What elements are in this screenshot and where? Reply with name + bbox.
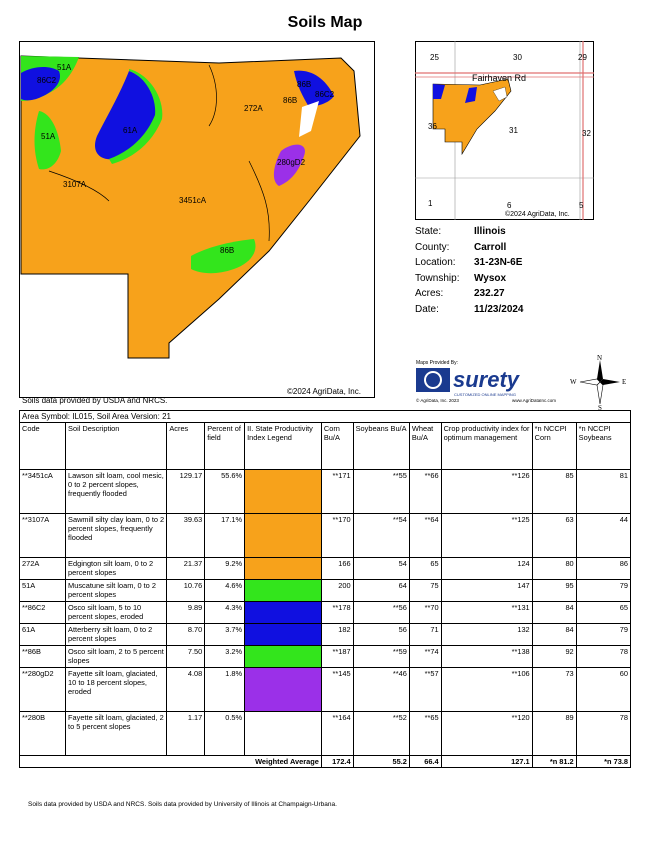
location-map xyxy=(415,41,594,220)
cell-desc: Sawmill silty clay loam, 0 to 2 percent slopes, frequently flooded xyxy=(66,514,167,558)
legend-swatch xyxy=(245,712,322,756)
cell-corn: **171 xyxy=(321,470,353,514)
map-label: 51A xyxy=(41,132,56,141)
map-label: 3451cA xyxy=(179,196,207,205)
legend-swatch xyxy=(245,602,322,624)
map-source-note: Soils data provided by USDA and NRCS. xyxy=(22,396,168,405)
cell-code: **86B xyxy=(20,646,66,668)
svg-text:32: 32 xyxy=(582,129,591,138)
cell-acres: 8.70 xyxy=(167,624,205,646)
table-row xyxy=(20,602,631,624)
cell-wheat: **70 xyxy=(409,602,441,624)
map-copyright: ©2024 AgriData, Inc. xyxy=(287,387,361,396)
cell-wheat: **57 xyxy=(409,668,441,712)
cell-crop: 147 xyxy=(441,580,532,602)
cell-desc: Lawson silt loam, cool mesic, 0 to 2 percent slopes, frequently flooded xyxy=(66,470,167,514)
cell-nc: 84 xyxy=(532,624,576,646)
cell-nc: 63 xyxy=(532,514,576,558)
svg-text:31: 31 xyxy=(509,126,518,135)
cell-nc: 84 xyxy=(532,602,576,624)
cell-soy: **59 xyxy=(353,646,409,668)
cell-code: **3107A xyxy=(20,514,66,558)
legend-swatch xyxy=(245,470,322,514)
cell-desc: Fayette silt loam, glaciated, 10 to 18 percent slopes, eroded xyxy=(66,668,167,712)
cell-code: **280gD2 xyxy=(20,668,66,712)
cell-wheat: 65 xyxy=(409,558,441,580)
table-row xyxy=(20,624,631,646)
cell-acres: 7.50 xyxy=(167,646,205,668)
cell-crop: **125 xyxy=(441,514,532,558)
cell-nc: 73 xyxy=(532,668,576,712)
map-label: 86B xyxy=(220,246,235,255)
cell-pct: 3.2% xyxy=(205,646,245,668)
cell-crop: **120 xyxy=(441,712,532,756)
cell-desc: Osco silt loam, 5 to 10 percent slopes, eroded xyxy=(66,602,167,624)
cell-acres: 21.37 xyxy=(167,558,205,580)
svg-text:S: S xyxy=(598,404,602,410)
cell-ns: 60 xyxy=(576,668,630,712)
cell-pct: 9.2% xyxy=(205,558,245,580)
cell-soy: 54 xyxy=(353,558,409,580)
cell-soy: **55 xyxy=(353,470,409,514)
cell-code: 272A xyxy=(20,558,66,580)
footer-note: Soils data provided by USDA and NRCS. Soils data provided by University of Illinois at Champaign-Urbana. xyxy=(28,801,337,808)
location-value: 31-23N-6E xyxy=(474,257,523,269)
map-label: 61A xyxy=(123,126,138,135)
cell-wheat: **65 xyxy=(409,712,441,756)
date-value: 11/23/2024 xyxy=(474,303,524,315)
svg-text:36: 36 xyxy=(428,122,437,131)
svg-text:N: N xyxy=(597,354,603,362)
table-row xyxy=(20,712,631,756)
svg-text:29: 29 xyxy=(578,53,587,62)
cell-pct: 3.7% xyxy=(205,624,245,646)
soils-map xyxy=(19,41,375,398)
cell-wheat: **74 xyxy=(409,646,441,668)
cell-pct: 0.5% xyxy=(205,712,245,756)
cell-pct: 4.3% xyxy=(205,602,245,624)
cell-corn: **170 xyxy=(321,514,353,558)
cell-ns: 79 xyxy=(576,580,630,602)
cell-nc: 95 xyxy=(532,580,576,602)
map-label: 51A xyxy=(57,63,72,72)
map-label: 86B xyxy=(297,80,312,89)
table-row xyxy=(20,470,631,514)
table-row xyxy=(20,514,631,558)
cell-acres: 4.08 xyxy=(167,668,205,712)
cell-acres: 1.17 xyxy=(167,712,205,756)
cell-crop: **131 xyxy=(441,602,532,624)
cell-ns: 65 xyxy=(576,602,630,624)
cell-crop: **106 xyxy=(441,668,532,712)
svg-text:©2024 AgriData, Inc.: ©2024 AgriData, Inc. xyxy=(505,211,570,218)
cell-crop: **138 xyxy=(441,646,532,668)
cell-corn: 182 xyxy=(321,624,353,646)
map-label: 280gD2 xyxy=(277,158,306,167)
cell-soy: **52 xyxy=(353,712,409,756)
svg-text:E: E xyxy=(622,378,627,386)
cell-acres: 39.63 xyxy=(167,514,205,558)
map-label: 272A xyxy=(244,104,263,113)
table-row xyxy=(20,668,631,712)
svg-text:5: 5 xyxy=(579,201,584,210)
cell-soy: **56 xyxy=(353,602,409,624)
svg-text:Fairhaven Rd: Fairhaven Rd xyxy=(472,73,527,83)
table-row xyxy=(20,646,631,668)
cell-wheat: 71 xyxy=(409,624,441,646)
soils-table: Area Symbol: IL015, Soil Area Version: 21 Code Soil Description Acres Percent of field II. State Productivity Index Legend Corn Bu/A Soybeans Bu/A Wheat Bu/A Crop productivity index for optimum management *n NCCPI Corn *n NCCPI Soybeans **3451cA Lawson silt loam, cool mesic, 0 to 2 percent slopes, frequently flooded 129.17 55.6% **171 **55 **66 **126 85 81 **3107A Sawmill silty clay loam, 0 to 2 percent slopes, frequently flooded 39.63 17.1% **170 **54 **64 **125 63 44 272A Edgington silt loam, 0 to 2 percent slopes 21.37 9.2% 166 54 65 124 80 86 51A Muscatune silt loam, 0 to 2 percent slopes 10.76 4.6% 200 64 75 147 95 79 **86C2 Osco silt loam, 5 to 10 percent slopes, eroded 9.89 4.3% **178 **56 **70 **131 84 65 61A Atterberry silt loam, 0 to 2 percent slopes 8.70 3.7% 182 56 71 132 84 79 **86B Osco silt loam, 2 to 5 percent slopes 7.50 3.2% **187 **59 **74 **138 92 78 **280gD2 Fayette silt loam, glaciated, 10 to 18 percent slopes, eroded 4.08 1.8% **145 **46 **57 **106 73 60 **280B Fayette silt loam, glaciated, 2 to 5 percent slopes 1.17 0.5% **164 **52 **65 **120 89 78 Weighted Average 172.4 55.2 66.4 127.1 *n 81.2 *n 73.8 xyxy=(19,410,631,768)
legend-swatch xyxy=(245,558,322,580)
legend-swatch xyxy=(245,580,322,602)
cell-acres: 9.89 xyxy=(167,602,205,624)
table-row xyxy=(20,558,631,580)
cell-corn: 200 xyxy=(321,580,353,602)
area-symbol: Area Symbol: IL015, Soil Area Version: 21 xyxy=(20,411,631,423)
cell-soy: **54 xyxy=(353,514,409,558)
cell-acres: 10.76 xyxy=(167,580,205,602)
cell-code: **3451cA xyxy=(20,470,66,514)
cell-wheat: **64 xyxy=(409,514,441,558)
state-value: Illinois xyxy=(474,226,506,237)
table-row xyxy=(20,580,631,602)
cell-crop: 132 xyxy=(441,624,532,646)
cell-code: **86C2 xyxy=(20,602,66,624)
cell-desc: Muscatune silt loam, 0 to 2 percent slopes xyxy=(66,580,167,602)
legend-swatch xyxy=(245,514,322,558)
cell-soy: 64 xyxy=(353,580,409,602)
cell-nc: 80 xyxy=(532,558,576,580)
cell-ns: 78 xyxy=(576,646,630,668)
cell-wheat: **66 xyxy=(409,470,441,514)
cell-nc: 85 xyxy=(532,470,576,514)
cell-corn: 166 xyxy=(321,558,353,580)
page-title: Soils Map xyxy=(287,14,363,31)
cell-corn: **187 xyxy=(321,646,353,668)
cell-pct: 4.6% xyxy=(205,580,245,602)
acres-value: 232.27 xyxy=(474,288,505,300)
cell-desc: Osco silt loam, 2 to 5 percent slopes xyxy=(66,646,167,668)
cell-ns: 44 xyxy=(576,514,630,558)
county-value: Carroll xyxy=(474,241,507,253)
map-label: 86B xyxy=(283,96,298,105)
township-value: Wysox xyxy=(474,272,507,284)
svg-text:1: 1 xyxy=(428,199,433,208)
surety-logo: Maps Provided By: surety CUSTOMIZED ONLINE MAPPING © AgriData, Inc. 2023 www.AgriDataInc.com xyxy=(416,360,556,403)
cell-wheat: 75 xyxy=(409,580,441,602)
svg-text:30: 30 xyxy=(513,53,522,62)
cell-crop: **126 xyxy=(441,470,532,514)
cell-crop: 124 xyxy=(441,558,532,580)
cell-corn: **145 xyxy=(321,668,353,712)
cell-desc: Fayette silt loam, glaciated, 2 to 5 percent slopes xyxy=(66,712,167,756)
globe-icon xyxy=(416,368,450,392)
cell-corn: **164 xyxy=(321,712,353,756)
legend-swatch xyxy=(245,646,322,668)
cell-nc: 89 xyxy=(532,712,576,756)
compass-icon xyxy=(570,354,630,410)
cell-code: 51A xyxy=(20,580,66,602)
cell-pct: 1.8% xyxy=(205,668,245,712)
legend-swatch xyxy=(245,668,322,712)
svg-text:25: 25 xyxy=(430,53,439,62)
cell-soy: **46 xyxy=(353,668,409,712)
cell-acres: 129.17 xyxy=(167,470,205,514)
map-label: 86C2 xyxy=(37,76,57,85)
field-info: State: Illinois County: Carroll Location: 31-23N-6E Township: Wysox Acres: 232.27 Date: 11/23/2024 xyxy=(415,224,524,318)
legend-swatch xyxy=(245,624,322,646)
cell-corn: **178 xyxy=(321,602,353,624)
svg-text:W: W xyxy=(570,378,577,386)
cell-soy: 56 xyxy=(353,624,409,646)
cell-code: **280B xyxy=(20,712,66,756)
cell-ns: 81 xyxy=(576,470,630,514)
cell-ns: 79 xyxy=(576,624,630,646)
cell-ns: 86 xyxy=(576,558,630,580)
map-label: 86C2 xyxy=(315,90,335,99)
cell-desc: Edgington silt loam, 0 to 2 percent slopes xyxy=(66,558,167,580)
map-label: 3107A xyxy=(63,180,87,189)
cell-desc: Atterberry silt loam, 0 to 2 percent slopes xyxy=(66,624,167,646)
cell-ns: 78 xyxy=(576,712,630,756)
cell-pct: 17.1% xyxy=(205,514,245,558)
svg-text:6: 6 xyxy=(507,201,512,210)
cell-nc: 92 xyxy=(532,646,576,668)
cell-pct: 55.6% xyxy=(205,470,245,514)
cell-code: 61A xyxy=(20,624,66,646)
